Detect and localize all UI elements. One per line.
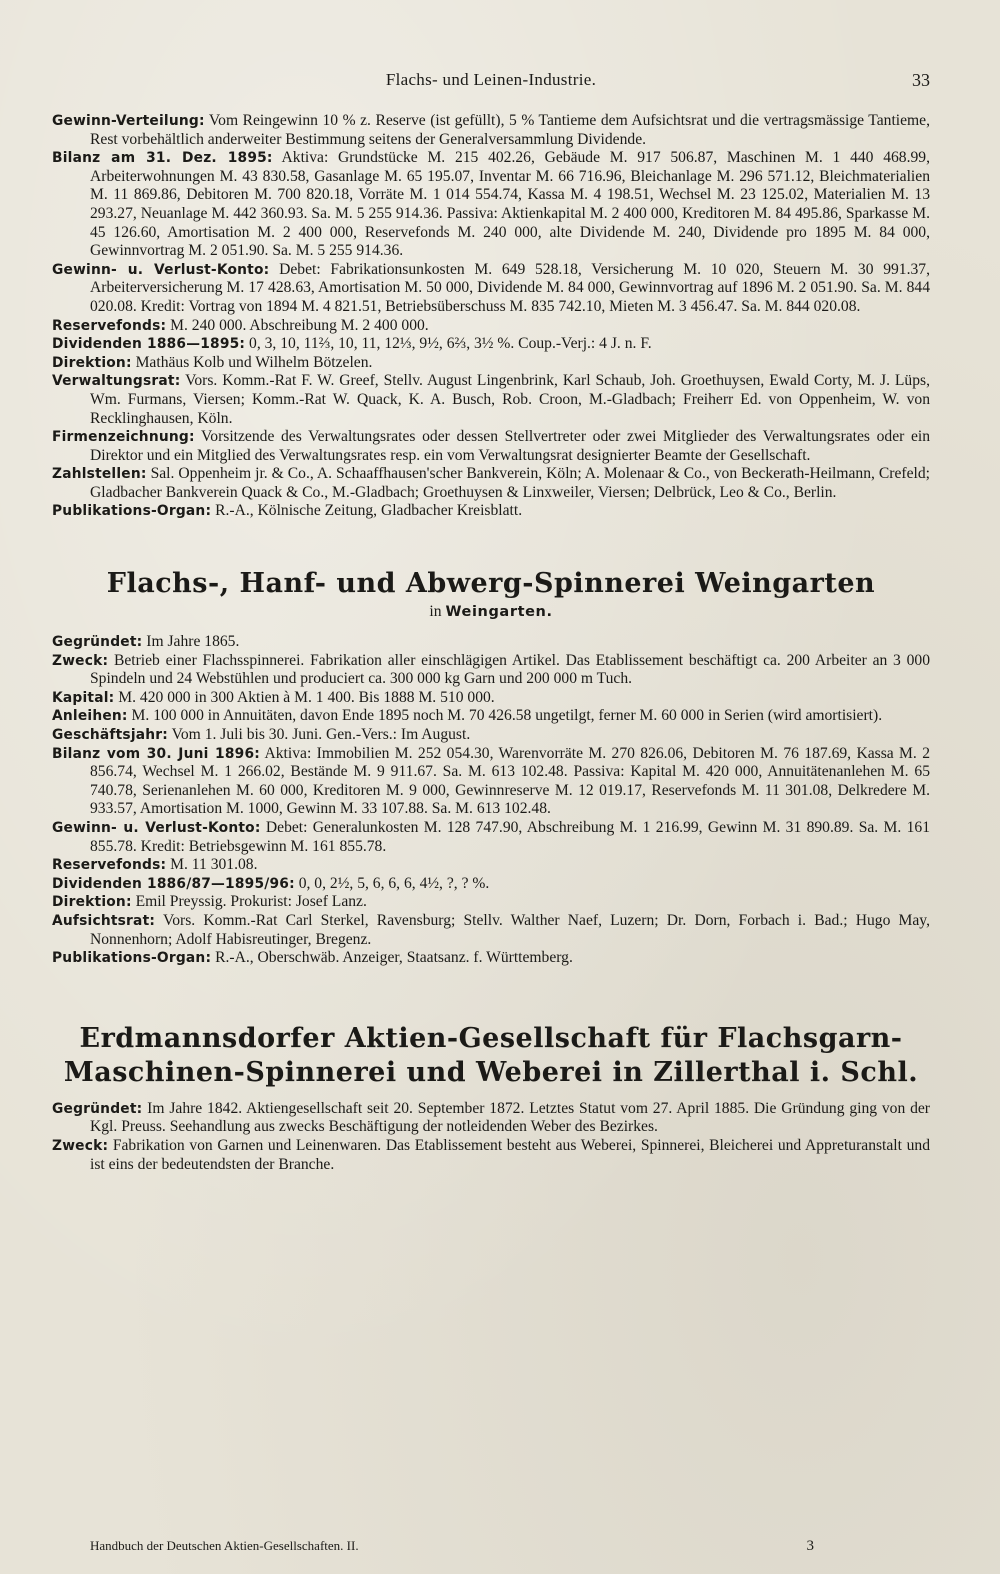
entry-firmenzeichnung	[52, 428, 930, 465]
entry-label: Firmenzeichnung:	[52, 429, 195, 446]
entry-zweck	[52, 652, 930, 689]
entry-reservefonds	[52, 317, 930, 336]
entry-label: Gewinn-Verteilung:	[52, 113, 205, 129]
entry-label: Dividenden 1886—1895:	[52, 336, 246, 353]
company-title: Flachs-, Hanf- und Abwerg-Spinnerei Weingarten	[106, 568, 876, 600]
entry-reservefonds	[52, 856, 930, 875]
entry-label: Gewinn- u. Verlust-Konto:	[52, 820, 261, 836]
entry-label: Publikations-Organ:	[52, 950, 212, 967]
entry-text: Vors. Komm.-Rat Carl Sterkel, Ravensburg; Stellv. Walther Naef, Luzern; Dr. Dorn, Forbach i. Bad.; Hugo May, Nonnenhorn; Adolf Habisreutinger, Bregenz.	[90, 911, 930, 948]
entry-text: R.-A., Kölnische Zeitung, Gladbacher Kreisblatt.	[211, 502, 523, 520]
entry-text: Vorsitzende des Verwaltungsrates oder dessen Stellvertreter oder zwei Mitglieder des Verwaltungsrates oder ein Direktor und ein Mitglied des Verwaltungsrates resp. ein vom Verwaltungsrat designierter Beamte der Gesellschaft.	[90, 428, 930, 464]
entry-label: Zweck:	[52, 1137, 109, 1154]
company-location	[52, 603, 930, 621]
footer-source: Handbuch der Deutschen Aktien-Gesellschaften. II.	[90, 1538, 359, 1553]
entry-publikations-organ	[52, 502, 930, 521]
entry-text: 0, 3, 10, 11⅔, 10, 11, 12⅓, 9½, 6⅔, 3½ %. Coup.-Verj.: 4 J. n. F.	[245, 335, 652, 353]
entry-text: Vom Reingewinn 10 % z. Reserve (ist gefüllt), 5 % Tantieme dem Aufsichtsrat und die vertragsmässige Tantieme, Rest vorbehältlich anderweiter Bestimmung seitens der Generalversammlung Dividende.	[90, 112, 930, 148]
entry-aufsichtsrat	[52, 912, 930, 949]
entry-text: M. 420 000 in 300 Aktien à M. 1 400. Bis 1888 M. 510 000.	[114, 688, 495, 706]
entry-text: Vors. Komm.-Rat F. W. Greef, Stellv. August Lingenbrink, Karl Schaub, Joh. Groethuysen, Ewald Corty, M. J. Lüps, Wm. Furmans, Viersen; Komm.-Rat W. Quack, K. A. Busch, Rob. Croon, M.-Gladbach; Freiherr Ed. von Oppenheim, W. von Recklinghausen, Köln.	[90, 372, 930, 427]
entry-direktion	[52, 893, 930, 912]
running-head-title: Flachs- und Leinen-Industrie.	[385, 70, 597, 89]
entry-label: Reservefonds:	[52, 317, 167, 334]
spacer	[52, 521, 930, 567]
entry-gegruendet	[52, 633, 930, 652]
entry-label: Gegründet:	[52, 634, 143, 651]
entry-label: Anleihen:	[52, 708, 128, 725]
entry-dividenden	[52, 875, 930, 894]
entry-text: 0, 0, 2½, 5, 6, 6, 6, 4½, ?, ? %.	[294, 874, 490, 892]
running-head	[52, 70, 930, 98]
entry-verwaltungsrat	[52, 372, 930, 428]
entry-zweck	[52, 1137, 930, 1174]
page-footer	[90, 1538, 814, 1554]
entry-label: Aufsichtsrat:	[52, 912, 156, 929]
spacer	[52, 968, 930, 1022]
entry-text: Aktiva: Immobilien M. 252 054.30, Warenvorräte M. 270 826.06, Debitoren M. 76 187.69, Kassa M. 2 856.74, Wechsel M. 1 266.02, Bestände M. 9 911.67. Sa. M. 613 102.48. Passiva: Kapital M. 420 000, Annuitätenanlehen M. 65 740.78, Serienanlehen M. 60 000, Kreditoren M. 9 000, Gewinnreserve M. 12 019.17, Reservefonds M. 11 301.08, Delkredere M. 933.57, Amortisation M. 1000, Gewinn M. 33 107.88. Sa. M. 613 102.48.	[90, 744, 930, 818]
entry-label: Gegründet:	[52, 1100, 143, 1117]
entry-label: Bilanz am 31. Dez. 1895:	[52, 150, 273, 167]
entry-gewinn-verlust	[52, 819, 930, 856]
entry-text: Emil Preyssig. Prokurist: Josef Lanz.	[131, 893, 367, 911]
company-title-line2: Maschinen-Spinnerei und Weberei in Zillerthal i. Schl.	[63, 1056, 919, 1088]
section-flachs-leinen-continued	[52, 112, 930, 521]
entry-gegruendet	[52, 1100, 930, 1137]
entry-anleihen	[52, 707, 930, 726]
entry-kapital	[52, 689, 930, 708]
location-place: Weingarten.	[445, 604, 553, 621]
entry-text: Fabrikation von Garnen und Leinenwaren. Das Etablissement besteht aus Weberei, Spinnerei, Bleicherei und Appreturanstalt und ist eins der bedeutendsten der Branche.	[90, 1136, 930, 1173]
entry-label: Publikations-Organ:	[52, 503, 212, 520]
entry-label: Gewinn- u. Verlust-Konto:	[52, 261, 270, 278]
entry-direktion	[52, 354, 930, 373]
entry-label: Bilanz vom 30. Juni 1896:	[52, 745, 260, 762]
entry-text: Im Jahre 1842. Aktiengesellschaft seit 20. September 1872. Letztes Statut vom 27. April 1885. Die Gründung ging von der Kgl. Preuss. Seehandlung aus zwecks Beschäftigung der notleidenden Weber des Bezirkes.	[90, 1099, 930, 1136]
entry-label: Zweck:	[52, 652, 109, 669]
location-prefix: in	[429, 603, 442, 621]
entry-text: Aktiva: Grundstücke M. 215 402.26, Gebäude M. 917 506.87, Maschinen M. 1 440 468.99, Arbeiterwohnungen M. 43 830.58, Gasanlage M. 65 195.07, Inventar M. 66 716.96, Bleichanlage M. 296 571.12, Bleichmaterialien M. 11 869.86, Debitoren M. 700 820.18, Vorräte M. 1 014 554.74, Kassa M. 4 198.51, Wechsel M. 23 125.02, Materialien M. 13 293.27, Neuanlage M. 442 360.93. Sa. M. 5 255 914.36. Passiva: Aktienkapital M. 2 400 000, Kreditoren M. 84 495.86, Sparkasse M. 45 126.60, Amortisation M. 2 400 000, Reservefonds M. 240 000, alte Dividende M. 240, Dividende pro 1895 M. 84 000, Gewinnvortrag M. 2 051.90. Sa. M. 5 255 914.36.	[90, 149, 930, 260]
entry-text: Betrieb einer Flachsspinnerei. Fabrikation aller einschlägigen Artikel. Das Etablissement beschäftigt ca. 200 Arbeiter an 3 000 Spindeln und 24 Webstühlen und produciert ca. 300 000 kg Garn und 200 000 m Tuch.	[90, 651, 930, 688]
entry-text: Debet: Generalunkosten M. 128 747.90, Abschreibung M. 1 216.99, Gewinn M. 31 890.89. Sa. M. 161 855.78. Kredit: Betriebsgewinn M. 161 855.78.	[90, 819, 930, 855]
section-erdmannsdorfer	[52, 1022, 930, 1174]
entry-bilanz	[52, 149, 930, 261]
entry-text: Mathäus Kolb und Wilhelm Bötzelen.	[131, 353, 373, 371]
company-title-line1: Erdmannsdorfer Aktien-Gesellschaft für Flachsgarn-	[79, 1022, 903, 1054]
entry-text: Debet: Fabrikationsunkosten M. 649 528.18, Versicherung M. 10 020, Steuern M. 30 991.37, Arbeiterversicherung M. 17 428.63, Amortisation M. 50 000, Dividende M. 84 000, Gewinnvortrag auf 1896 M. 2 051.90. Sa. M. 844 020.08. Kredit: Vortrag von 1894 M. 4 821.51, Betriebsüberschuss M. 835 742.10, Mieten M. 3 456.47. Sa. M. 844 020.08.	[90, 260, 930, 315]
entry-dividenden	[52, 335, 930, 354]
entry-label: Verwaltungsrat:	[52, 373, 181, 390]
entry-text: Im Jahre 1865.	[142, 633, 240, 651]
entry-gewinn-verteilung	[52, 112, 930, 149]
entry-label: Geschäftsjahr:	[52, 727, 168, 744]
entry-label: Zahlstellen:	[52, 466, 147, 483]
entry-bilanz	[52, 745, 930, 819]
entry-text: Vom 1. Juli bis 30. Juni. Gen.-Vers.: Im August.	[168, 726, 471, 744]
entry-text: M. 11 301.08.	[166, 856, 258, 874]
entry-label: Dividenden 1886/87—1895/96:	[52, 875, 295, 892]
entry-text: M. 240 000. Abschreibung M. 2 400 000.	[166, 316, 429, 334]
section-weingarten	[52, 567, 930, 968]
entry-label: Direktion:	[52, 894, 132, 911]
entry-geschaeftsjahr	[52, 726, 930, 745]
entry-label: Reservefonds:	[52, 857, 167, 874]
entry-publikations-organ	[52, 949, 930, 968]
entry-text: R.-A., Oberschwäb. Anzeiger, Staatsanz. f. Württemberg.	[211, 949, 573, 967]
page-number: 33	[912, 70, 930, 90]
entry-gewinn-verlust	[52, 261, 930, 317]
footer-signature: 3	[806, 1538, 814, 1554]
entry-text: M. 100 000 in Annuitäten, davon Ende 1895 noch M. 70 426.58 ungetilgt, ferner M. 60 000 in Serien (wird amortisiert).	[127, 707, 883, 725]
entry-text: Sal. Oppenheim jr. & Co., A. Schaaffhausen'scher Bankverein, Köln; A. Molenaar & Co., von Beckerath-Heilmann, Crefeld; Gladbacher Bankverein Quack & Co., M.-Gladbach; Groethuysen & Linxweiler, Viersen; Delbrück, Leo & Co., Berlin.	[90, 465, 930, 501]
entry-label: Kapital:	[52, 689, 115, 706]
entry-label: Direktion:	[52, 354, 132, 371]
entry-zahlstellen	[52, 465, 930, 502]
